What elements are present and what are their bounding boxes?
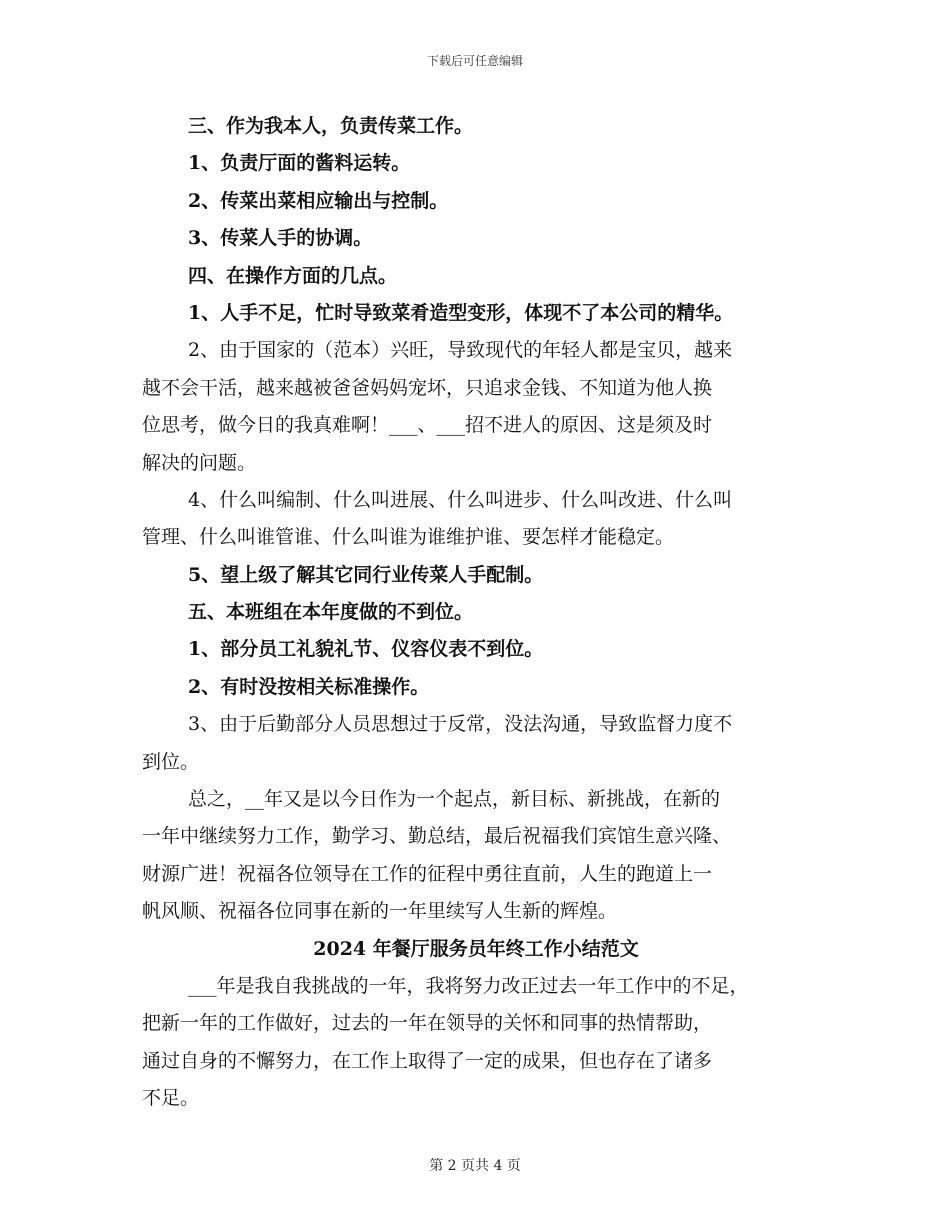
page-footer: 第 2 页共 4 页 <box>429 1158 521 1174</box>
paragraph-line: 四、在操作方面的几点。 <box>188 264 398 287</box>
paragraph-line: 1、负责厅面的酱料运转。 <box>188 152 411 175</box>
section-title: 2024 年餐厅服务员年终工作小结范文 <box>313 937 639 960</box>
paragraph-line: 一年中继续努力工作，勤学习、勤总结，最后祝福我们宾馆生意兴隆、 <box>142 825 732 848</box>
paragraph-line: 1、部分员工礼貌礼节、仪容仪表不到位。 <box>188 638 544 661</box>
paragraph-line: 财源广进！祝福各位领导在工作的征程中勇往直前，人生的跑道上一 <box>142 862 713 885</box>
paragraph-line: 五、本班组在本年度做的不到位。 <box>188 601 474 624</box>
paragraph-line: 3、传菜人手的协调。 <box>188 227 373 250</box>
paragraph-line: 越不会干活，越来越被爸爸妈妈宠坏，只追求金钱、不知道为他人换 <box>142 376 713 399</box>
paragraph-line: 帆风顺、祝福各位同事在新的一年里续写人生新的辉煌。 <box>142 900 618 923</box>
paragraph-line: 三、作为我本人，负责传菜工作。 <box>188 115 474 137</box>
paragraph-line: ___年是我自我挑战的一年，我将努力改正过去一年工作中的不足， <box>188 974 749 997</box>
paragraph-line: 1、人手不足，忙时导致菜肴造型变形，体现不了本公司的精华。 <box>188 301 734 324</box>
paragraph-line: 5、望上级了解其它同行业传菜人手配制。 <box>188 563 544 586</box>
paragraph-line: 解决的问题。 <box>142 451 257 474</box>
page-header: 下载后可任意编辑 <box>426 54 523 68</box>
document-body <box>142 108 810 1118</box>
paragraph-line: 位思考，做今日的我真难啊！___、___招不进人的原因、这是须及时 <box>142 414 713 437</box>
paragraph-line: 不足。 <box>142 1087 200 1110</box>
paragraph-line: 2、由于国家的（范本）兴旺，导致现代的年轻人都是宝贝，越来 <box>188 339 733 362</box>
paragraph-line: 把新一年的工作做好，过去的一年在领导的关怀和同事的热情帮助， <box>142 1012 713 1035</box>
paragraph-line: 3、由于后勤部分人员思想过于反常，没法沟通，导致监督力度不 <box>188 713 733 736</box>
paragraph-line: 管理、什么叫谁管谁、什么叫谁为谁维护谁、要怎样才能稳定。 <box>142 526 675 549</box>
paragraph-line: 2、有时没按相关标准操作。 <box>188 675 430 698</box>
paragraph-line: 4、什么叫编制、什么叫进展、什么叫进步、什么叫改进、什么叫 <box>188 488 733 511</box>
paragraph-line: 通过自身的不懈努力，在工作上取得了一定的成果，但也存在了诸多 <box>142 1049 713 1072</box>
paragraph-line: 总之，__年又是以今日作为一个起点，新目标、新挑战，在新的 <box>188 788 721 811</box>
paragraph-line: 2、传菜出菜相应输出与控制。 <box>188 189 449 212</box>
paragraph-line: 到位。 <box>142 750 200 773</box>
